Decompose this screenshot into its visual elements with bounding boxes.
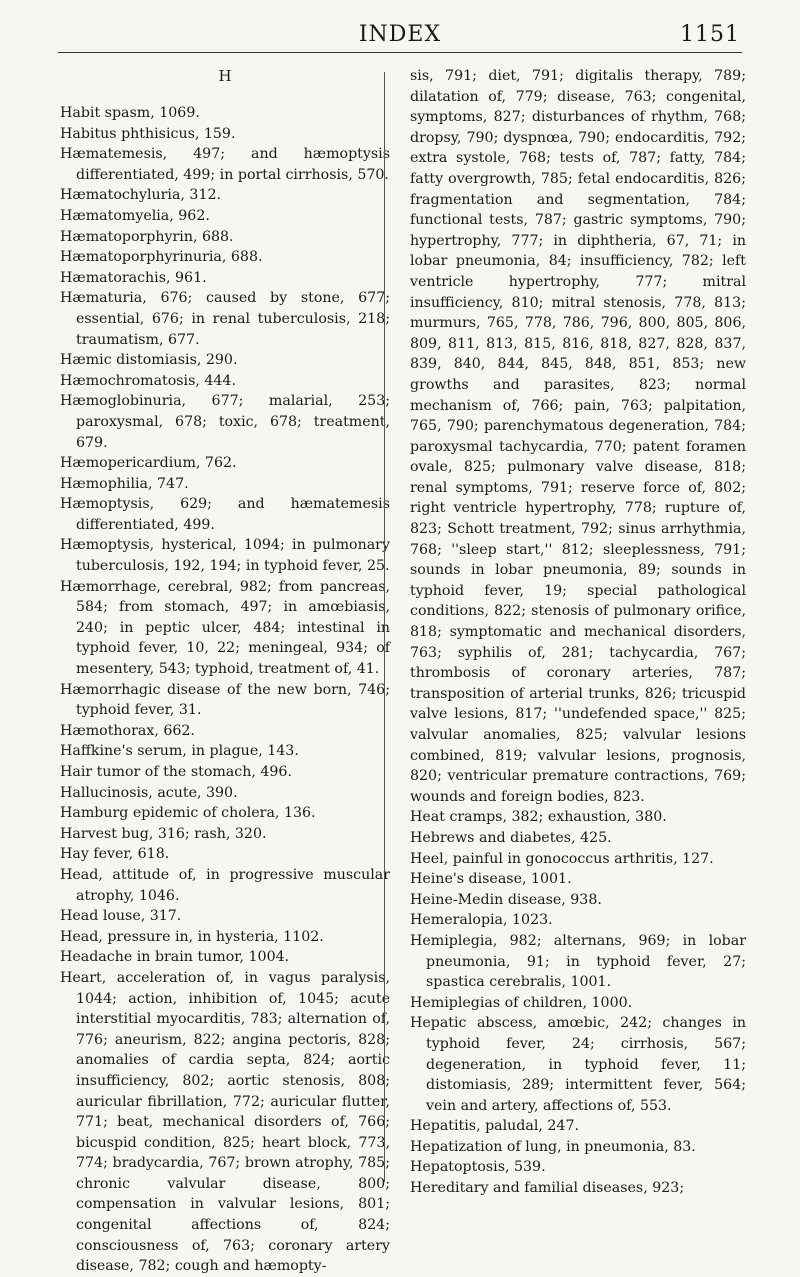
index-entry: Hallucinosis, acute, 390.: [60, 784, 238, 801]
index-entry: Heine-Medin disease, 938.: [410, 891, 602, 908]
index-entry: Heine's disease, 1001.: [410, 871, 572, 888]
index-entry: Heat cramps, 382; exhaustion, 380.: [410, 809, 667, 826]
index-entry: Head, attitude of, in progressive muscular atrophy, 1046.: [60, 866, 390, 904]
right-column: [410, 66, 746, 1199]
index-entry: Hæmatochyluria, 312.: [60, 187, 222, 204]
page-number: 1151: [680, 22, 740, 47]
index-entry: Hæmatoporphyrinuria, 688.: [60, 249, 263, 266]
continued-entry: sis, 791; diet, 791; digitalis therapy, 789; dilatation of, 779; disease, 763; congenital, symptoms, 827; disturbances of rhythm, 768; dropsy, 790; dyspnœa, 790; endocarditis, 792; extra systole, 768; tests of, 787; fatty, 784; fatty overgrowth, 785; fetal endocarditis, 826; fragmentation and segmentation, 784; functional tests, 787; gastric symptoms, 790; hypertrophy, 777; in diphtheria, 67, 71; in lobar pneumonia, 84; insufficiency, 782; left ventricle hypertrophy, 777; mitral insufficiency, 810; mitral stenosis, 778, 813; murmurs, 765, 778, 786, 796, 800, 805, 806, 809, 811, 813, 815, 816, 818, 827, 828, 837, 839, 840, 844, 845, 848, 851, 853; new growths and parasites, 823; normal mechanism of, 766; pain, 763; palpitation, 765, 790; parenchymatous degeneration, 784; paroxysmal tachycardia, 770; patent foramen ovale, 825; pulmonary valve disease, 818; renal symptoms, 791; reserve force of, 802; right ventricle hypertrophy, 778; rupture of, 823; Schott treatment, 792; sinus arrhythmia, 768; ''sleep start,'' 812; sleeplessness, 791; sounds in lobar pneumonia, 89; sounds in typhoid fever, 19; special pathological conditions, 822; stenosis of pulmonary orifice, 818; symptomatic and mechanical disorders, 763; syphilis of, 281; tachycardia, 767; thrombosis of coronary arteries, 787; transposition of arterial trunks, 826; tricuspid valve lesions, 817; ''undefended space,'' 825; valvular anomalies, 825; valvular lesions combined, 819; valvular lesions, prognosis, 820; ventricular premature contractions, 769; wounds and foreign bodies, 823.: [410, 68, 746, 805]
left-column: [60, 66, 390, 1277]
index-entry: Hæmorrhage, cerebral, 982; from pancreas, 584; from stomach, 497; in amœbiasis, 240; in peptic ulcer, 484; intestinal in typhoid fever, 10, 22; meningeal, 934; of mesentery, 543; typhoid, treatment of, 41.: [60, 578, 390, 678]
index-entry: Hemiplegia, 982; alternans, 969; in lobar pneumonia, 91; in typhoid fever, 27; spastica cerebralis, 1001.: [410, 932, 746, 991]
index-entry: Hæmophilia, 747.: [60, 475, 189, 492]
index-entry: Hæmaturia, 676; caused by stone, 677; essential, 676; in renal tuberculosis, 218; traumatism, 677.: [60, 290, 390, 348]
index-entry: Head, pressure in, in hysteria, 1102.: [60, 928, 324, 945]
index-entry: Hepatic abscess, amœbic, 242; changes in typhoid fever, 24; cirrhosis, 567; degeneration, in typhoid fever, 11; distomiasis, 289; intermittent fever, 564; vein and artery, affections of, 553.: [410, 1015, 746, 1114]
index-entry: Hæmorrhagic disease of the new born, 746; typhoid fever, 31.: [60, 681, 390, 719]
index-entry: Habitus phthisicus, 159.: [60, 125, 236, 142]
index-entry: Habit spasm, 1069.: [60, 105, 200, 121]
index-entry: Hæmoptysis, hysterical, 1094; in pulmonary tuberculosis, 192, 194; in typhoid fever, 25.: [60, 537, 390, 575]
index-entry: Headache in brain tumor, 1004.: [60, 949, 290, 966]
index-entry: Hæmochromatosis, 444.: [60, 372, 236, 389]
running-title: INDEX: [358, 22, 442, 47]
index-entry: Haffkine's serum, in plague, 143.: [60, 743, 299, 760]
section-letter: H: [218, 67, 232, 85]
index-entry: Hæmic distomiasis, 290.: [60, 352, 238, 369]
index-entry: Hair tumor of the stomach, 496.: [60, 764, 292, 780]
column-divider: [384, 72, 385, 1182]
index-entry: Hæmatoporphyrin, 688.: [60, 228, 234, 245]
index-entry: Hæmoglobinuria, 677; malarial, 253; paroxysmal, 678; toxic, 678; treatment, 679.: [60, 393, 390, 451]
index-entry: Heart, acceleration of, in vagus paralysis, 1044; action, inhibition of, 1045; acute interstitial myocarditis, 783; alternation of, 776; aneurism, 822; angina pectoris, 828; anomalies of cardia septa, 824; aortic insufficiency, 802; aortic stenosis, 808; auricular fibrillation, 772; auricular flutter, 771; beat, mechanical disorders of, 766; bicuspid condition, 825; heart block, 773, 774; bradycardia, 767; brown atrophy, 785; chronic valvular disease, 800; compensation in valvular lesions, 801; congenital affections of, 824; consciousness of, 763; coronary artery disease, 782; cough and hæmopty-: [60, 969, 390, 1275]
index-entry: Hæmatemesis, 497; and hæmoptysis differentiated, 499; in portal cirrhosis, 570.: [60, 146, 390, 183]
right-entry-list: [410, 807, 746, 1198]
header-rule: [58, 52, 742, 53]
index-entry: Hebrews and diabetes, 425.: [410, 829, 612, 846]
index-entry: Hæmoptysis, 629; and hæmatemesis differentiated, 499.: [60, 496, 390, 533]
index-entry: Hay fever, 618.: [60, 846, 170, 863]
left-entry-list: [60, 103, 390, 1277]
index-entry: Heel, painful in gonococcus arthritis, 127.: [410, 850, 714, 867]
index-entry: Hemiplegias of children, 1000.: [410, 994, 633, 1011]
index-entry: Hæmothorax, 662.: [60, 722, 195, 739]
index-entry: Hereditary and familial diseases, 923;: [410, 1180, 685, 1197]
index-entry: Hæmatorachis, 961.: [60, 269, 207, 286]
index-entry: Head louse, 317.: [60, 908, 182, 925]
index-entry: Hepatitis, paludal, 247.: [410, 1118, 579, 1135]
index-entry: Hæmopericardium, 762.: [60, 455, 237, 472]
index-entry: Hamburg epidemic of cholera, 136.: [60, 805, 316, 822]
index-entry: Hæmatomyelia, 962.: [60, 207, 210, 224]
index-entry: Hepatization of lung, in pneumonia, 83.: [410, 1138, 696, 1155]
index-entry: Hemeralopia, 1023.: [410, 912, 553, 929]
index-entry: Harvest bug, 316; rash, 320.: [60, 825, 267, 842]
index-entry: Hepatoptosis, 539.: [410, 1159, 546, 1176]
